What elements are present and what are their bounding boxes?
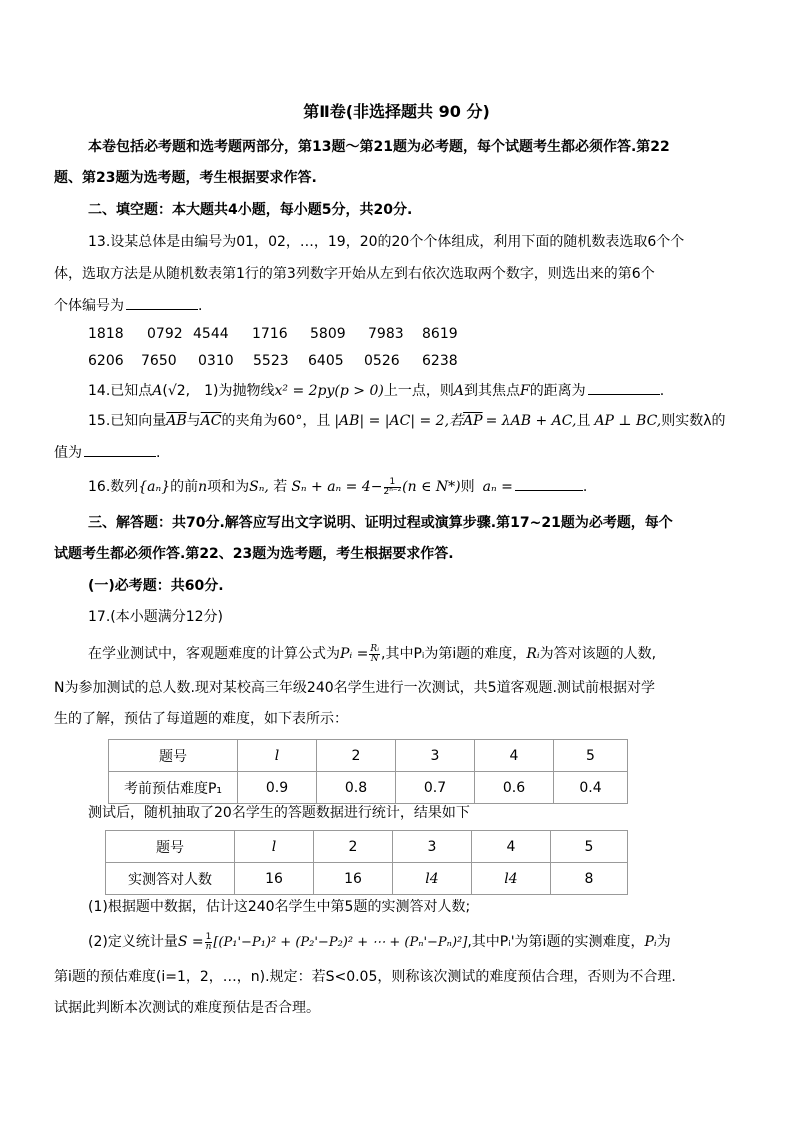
random-number: 5523 — [253, 353, 289, 369]
q17-part-1: (1)根据题中数据，估计这240名学生中第5题的实测答对人数; — [88, 899, 471, 915]
q17-para-1: 在学业测试中，客观题难度的计算公式为Pᵢ = $\frac{\text{Rᵢ}}{N}$ ,其中Pᵢ为第i题的难度，Rᵢ为答对该题的人数, — [88, 643, 657, 664]
random-number: 6206 — [88, 353, 124, 369]
intro-line-1: 本卷包括必考题和选考题两部分，第13题～第21题为必考题，每个试题考生都必须作答.第22 — [88, 139, 670, 155]
q13-answer-blank[interactable] — [126, 295, 198, 310]
q17-part-2-line-2: 第i题的预估难度(i=1，2，…，n).规定：若S<0.05，则称该次测试的难度预估合理，否则为不合理. — [54, 969, 676, 985]
random-table-row-2 — [88, 351, 739, 371]
random-number: 1818 — [88, 326, 124, 342]
q14: 14.已知点A(√2, 1)为抛物线x² = 2py(p > 0)上一点，则A到其焦点F的距离为 . — [88, 380, 739, 401]
random-number: 0792 — [147, 326, 183, 342]
q17-after-table: 测试后，随机抽取了20名学生的答题数据进行统计，结果如下 — [88, 805, 470, 821]
q17-part-2-line-3: 试据此判断本次测试的难度预估是否合理。 — [54, 1000, 320, 1016]
random-number: 0310 — [198, 353, 234, 369]
q13-prompt: 个体编号为 — [54, 298, 124, 314]
fraction: $\frac{1}{n}$ — [205, 931, 212, 952]
random-number: 7983 — [368, 326, 404, 342]
q15: 15.已知向量$\overline{AB}$与$\overline{AC}$的夹角为60°，且 |AB| = |AC| = 2,若$\overline{AP} = \lambda AB$ + AC,且 AP ⊥ BC,则实数λ的 — [88, 413, 726, 429]
random-number: 8619 — [422, 326, 458, 342]
q13-line-2: 体，选取方法是从随机数表第1行的第3列数字开始从左到右依次选取两个数字，则选出来的第6个 — [54, 266, 655, 282]
random-table-row-1 — [88, 324, 739, 344]
random-number: 1716 — [252, 326, 288, 342]
point-a: A — [152, 383, 163, 399]
q16-answer-blank[interactable] — [515, 476, 583, 491]
q15-line-2: 值为 . — [54, 442, 739, 463]
q16: 16.数列{aₙ}的前n项和为Sₙ, 若 Sₙ + aₙ = 4− $\frac{1}{\text{2ⁿ⁻²}}$ (n ∈ N*)则 aₙ = . — [88, 476, 588, 497]
page-title: 第Ⅱ卷(非选择题共 90 分) — [303, 102, 490, 121]
q13-line-1: 13.设某总体是由编号为01，02，…，19，20的20个个体组成，利用下面的随机数表选取6个个 — [88, 234, 685, 250]
q17-para-3: 生的了解，预估了每道题的难度，如下表所示： — [54, 711, 348, 727]
results-table — [105, 830, 628, 895]
statistic-expression: [(P₁'−P₁)² + (P₂'−P₂)² + ⋯ + (Pₙ'−Pₙ)²] — [213, 935, 468, 950]
random-number: 5809 — [310, 326, 346, 342]
q17-part-2: (2)定义统计量S = $\frac{1}{n}$ [(P₁'−P₁)² + (P₂'−P₂)² + ⋯ + (Pₙ'−Pₙ)²],其中Pᵢ'为第i题的实测难度，Pᵢ为 — [88, 931, 671, 952]
q13-line-3: 个体编号为 . — [54, 295, 739, 316]
section-2-heading: 二、填空题：本大题共4小题，每小题5分，共20分. — [88, 202, 413, 218]
estimate-table — [108, 739, 628, 804]
intro-line-2: 题、第23题为选考题，考生根据要求作答. — [54, 170, 317, 186]
section-3-line-2: 试题考生都必须作答.第22、23题为选考题，考生根据要求作答. — [54, 546, 454, 562]
table-row: 考前预估难度P₁ 0.9 0.8 0.7 0.6 0.4 — [109, 772, 628, 804]
q17-header: 17.(本小题满分12分) — [88, 609, 224, 625]
q14-answer-blank[interactable] — [588, 380, 660, 395]
required-heading: (一)必考题：共60分. — [88, 578, 224, 594]
parabola-equation: x² = 2py(p > 0) — [274, 383, 384, 399]
random-number: 4544 — [193, 326, 229, 342]
table-header-row: 题号 l 2 3 4 5 — [106, 831, 628, 863]
table-header-row: 题号 l 2 3 4 5 — [109, 740, 628, 772]
fraction: $\frac{1}{\text{2ⁿ⁻²}}$ — [383, 476, 402, 497]
random-number: 7650 — [141, 353, 177, 369]
q15-answer-blank[interactable] — [84, 442, 156, 457]
random-number: 6238 — [422, 353, 458, 369]
random-number: 6405 — [308, 353, 344, 369]
q17-para-2: N为参加测试的总人数.现对某校高三年级240名学生进行一次测试，共5道客观题.测试前根据对学 — [54, 680, 655, 696]
section-3-line-1: 三、解答题：共70分.解答应写出文字说明、证明过程或演算步骤.第17~21题为必考题，每个 — [88, 515, 673, 531]
fraction: $\frac{\text{Rᵢ}}{N}$ — [370, 643, 380, 664]
table-row: 实测答对人数 16 16 l4 l4 8 — [106, 863, 628, 895]
random-number: 0526 — [364, 353, 400, 369]
